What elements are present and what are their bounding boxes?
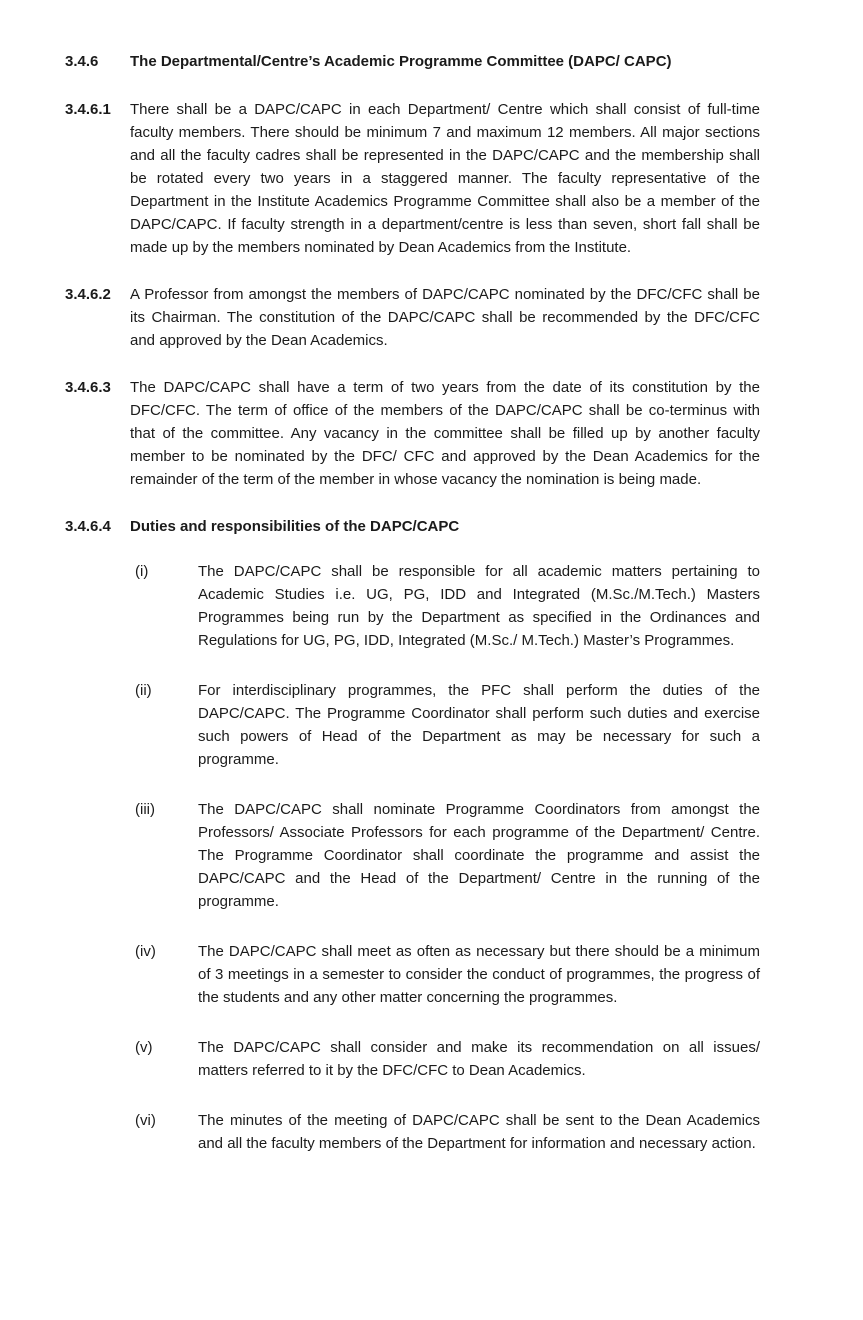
- subsection-heading: [65, 515, 760, 538]
- duty-item-iv: [135, 940, 760, 1009]
- duty-item-i: [135, 560, 760, 652]
- duty-numeral: (vi): [135, 1112, 156, 1129]
- paragraph-number: 3.4.6.2: [65, 286, 111, 303]
- paragraph-text: The DAPC/CAPC shall have a term of two years from the date of its constitution by the DFC/CFC. The term of office of the members of the DAPC/CAPC shall be co-terminus with that of the committee. Any vacancy in the committee shall be filled up by another faculty member to be nominated by the DFC/ CFC and approved by the Dean Academics for the remainder of the term of the member in whose vacancy the nomination is being made.: [130, 379, 760, 488]
- duty-numeral: (v): [135, 1039, 153, 1056]
- duty-text: The DAPC/CAPC shall nominate Programme Coordinators from amongst the Professors/ Associate Professors for each programme of the Department/ Centre. The Programme Coordinator shall coordinate the programme and assist the DAPC/CAPC and the Head of the Department/ Centre in the running of the programme.: [198, 801, 760, 910]
- paragraph-text: A Professor from amongst the members of DAPC/CAPC nominated by the DFC/CFC shall be its Chairman. The constitution of the DAPC/CAPC shall be recommended by the DFC/CFC and approved by the Dean Academics.: [130, 286, 760, 349]
- section-heading-number: 3.4.6: [65, 53, 99, 70]
- duty-numeral: (iv): [135, 943, 156, 960]
- subsection-heading-number: 3.4.6.4: [65, 518, 111, 535]
- section-heading-title: The Departmental/Centre’s Academic Programme Committee (DAPC/ CAPC): [130, 53, 672, 70]
- paragraph-3-4-6-2: [65, 283, 760, 352]
- section-heading: [65, 50, 760, 73]
- duty-text: The DAPC/CAPC shall meet as often as necessary but there should be a minimum of 3 meetings in a semester to consider the conduct of programmes, the progress of the students and any other matter concerning the programmes.: [198, 943, 760, 1006]
- duty-text: The DAPC/CAPC shall be responsible for all academic matters pertaining to Academic Studies i.e. UG, PG, IDD and Integrated (M.Sc./M.Tech.) Masters Programmes being run by the Department as specified in the Ordinances and Regulations for UG, PG, IDD, Integrated (M.Sc./ M.Tech.) Master’s Programmes.: [198, 563, 760, 649]
- duty-item-v: [135, 1036, 760, 1082]
- duty-item-ii: [135, 679, 760, 771]
- duty-numeral: (ii): [135, 682, 152, 699]
- duty-item-vi: [135, 1109, 760, 1155]
- duty-numeral: (i): [135, 563, 149, 580]
- paragraph-3-4-6-1: [65, 98, 760, 259]
- duty-text: The DAPC/CAPC shall consider and make its recommendation on all issues/ matters referred to it by the DFC/CFC to Dean Academics.: [198, 1039, 760, 1079]
- paragraph-number: 3.4.6.1: [65, 101, 111, 118]
- paragraph-number: 3.4.6.3: [65, 379, 111, 396]
- duty-numeral: (iii): [135, 801, 155, 818]
- paragraph-3-4-6-3: [65, 376, 760, 491]
- duty-text: The minutes of the meeting of DAPC/CAPC shall be sent to the Dean Academics and all the faculty members of the Department for information and necessary action.: [198, 1112, 760, 1152]
- duty-item-iii: [135, 798, 760, 913]
- subsection-heading-title: Duties and responsibilities of the DAPC/CAPC: [130, 518, 460, 535]
- paragraph-text: There shall be a DAPC/CAPC in each Department/ Centre which shall consist of full-time faculty members. There should be minimum 7 and maximum 12 members. All major sections and all the faculty cadres shall be represented in the DAPC/CAPC and the membership shall be rotated every two years in a staggered manner. The faculty representative of the Department in the Institute Academics Programme Committee shall also be a member of the DAPC/CAPC. If faculty strength in a department/centre is less than seven, short fall shall be made up by the members nominated by Dean Academics from the Institute.: [130, 101, 760, 256]
- duty-text: For interdisciplinary programmes, the PFC shall perform the duties of the DAPC/CAPC. The Programme Coordinator shall perform such duties and exercise such powers of Head of the Department as may be necessary for such a programme.: [198, 682, 760, 768]
